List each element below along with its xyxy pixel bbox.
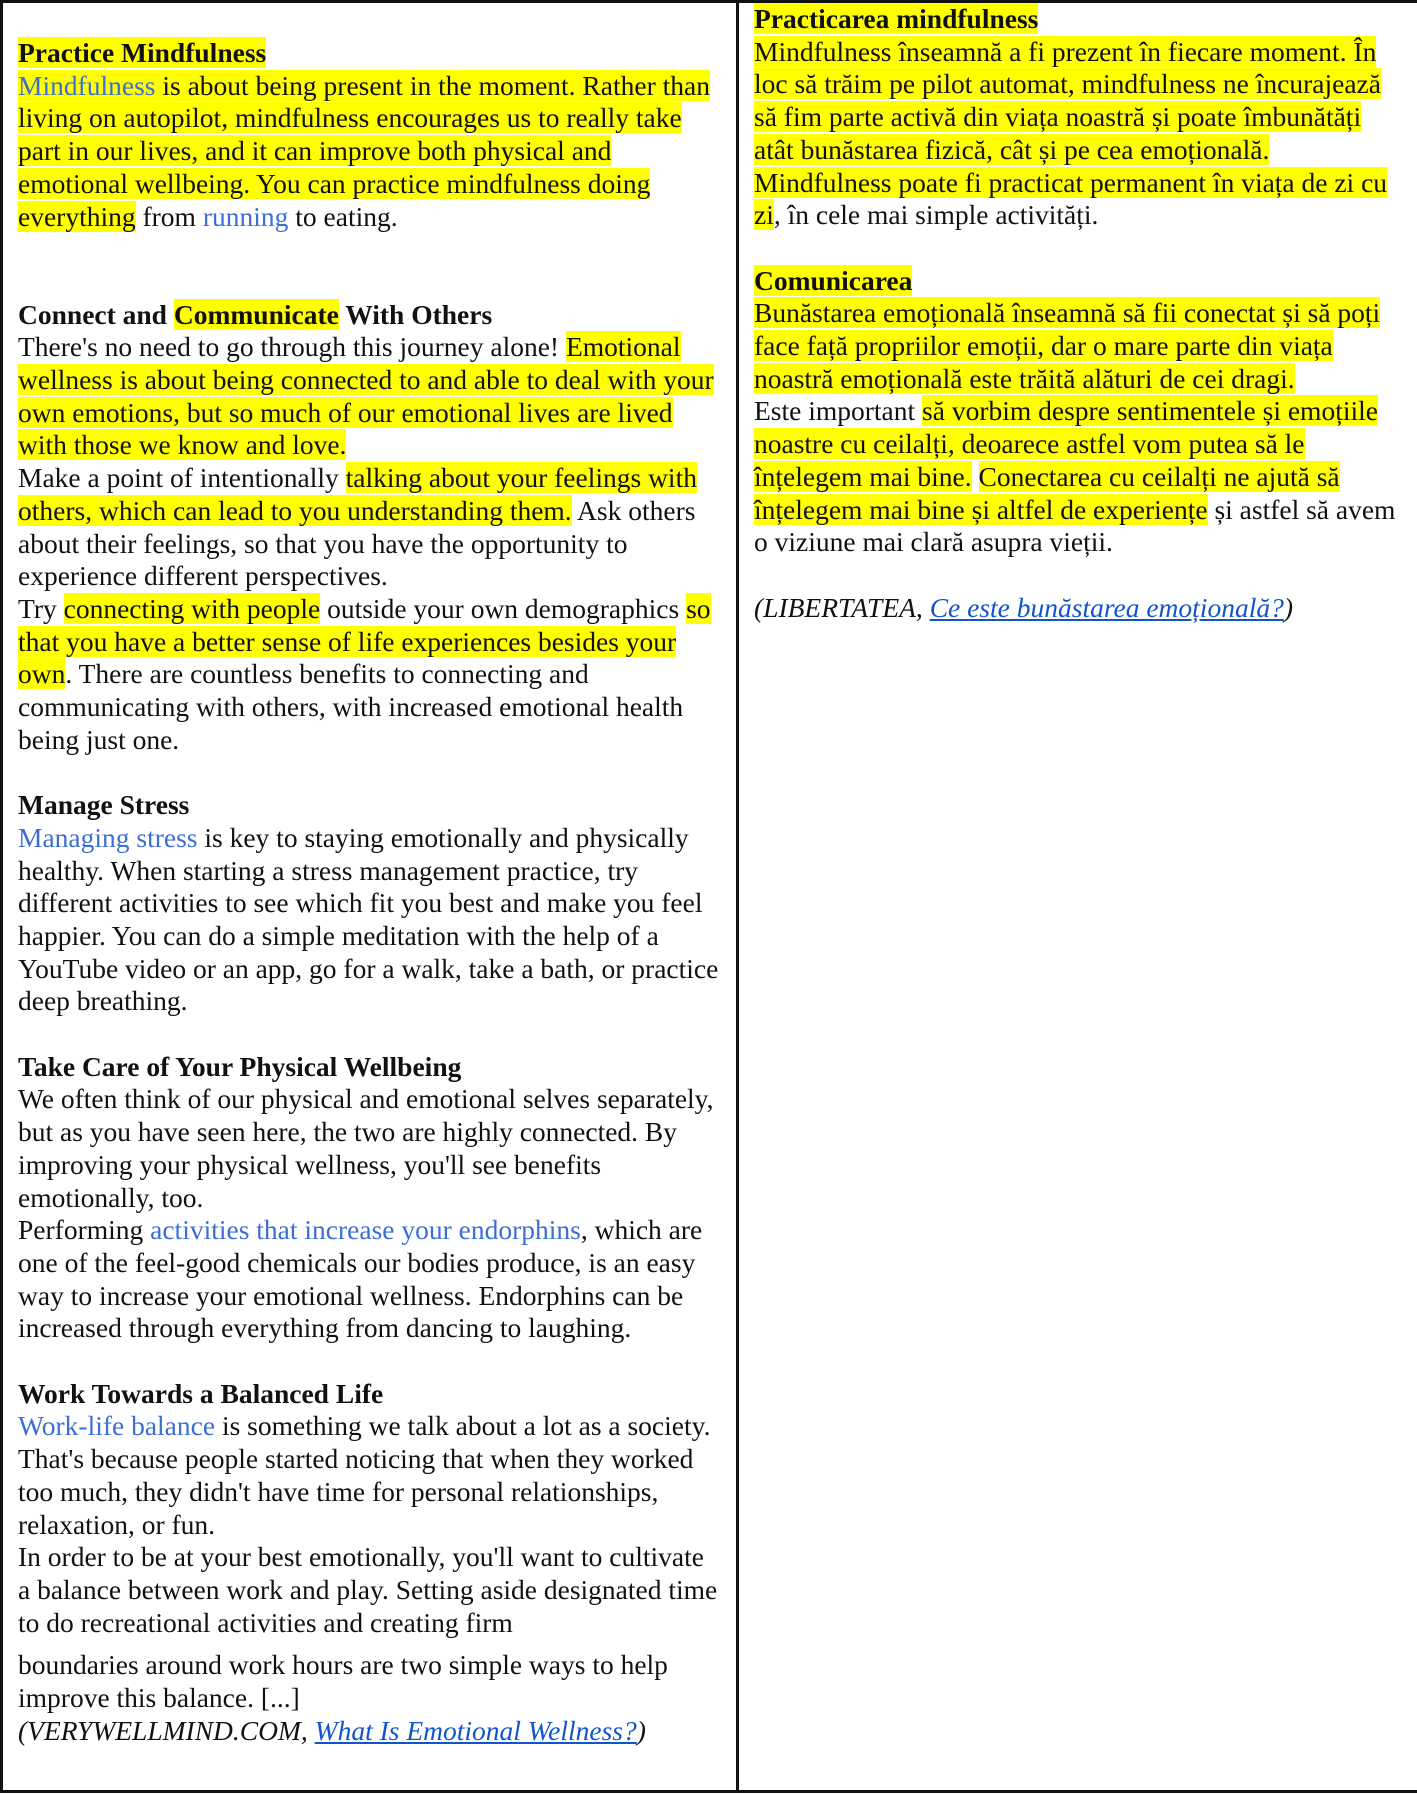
link-mindfulness[interactable]: Mindfulness xyxy=(18,69,156,101)
heading-balanced-life: Work Towards a Balanced Life xyxy=(18,1377,384,1409)
heading-connect-communicate: Connect and Communicate With Others xyxy=(18,298,493,330)
heading-physical-wellbeing: Take Care of Your Physical Wellbeing xyxy=(18,1050,462,1082)
paragraph-mindfulness-ro-2: Mindfulness poate fi practicat permanent în viața de zi cu zi, în cele mai simple activități. xyxy=(754,166,1388,231)
link-endorphins[interactable]: activities that increase your endorphins xyxy=(150,1214,581,1246)
heading-manage-stress: Manage Stress xyxy=(18,789,190,821)
paragraph-balance-1: Work-life balance is something we talk about a lot as a society. That's because people started noticing that when they worked too much, they didn't have time for personal relationships, relaxation, or fun. xyxy=(18,1410,711,1540)
paragraph-manage-stress: Managing stress is key to staying emotionally and physically healthy. When starting a stress management practice, try different activities to see which fit you best and make you feel happier. You can do a simple meditation with the help of a YouTube video or an app, go for a walk, take a bath, or practice deep breathing. xyxy=(18,821,719,1017)
source-citation-en: (VERYWELLMIND.COM, What Is Emotional Wellness?) xyxy=(18,1714,646,1746)
link-running[interactable]: running xyxy=(202,200,289,232)
paragraph-connect-2: Make a point of intentionally talking about your feelings with others, which can lead to you understanding them. Ask others about their feelings, so that you have the opportunity to experience different perspectives. xyxy=(18,462,697,592)
heading-practicarea-mindfulness: Practicarea mindfulness xyxy=(754,3,1039,34)
heading-comunicarea: Comunicarea xyxy=(754,264,913,296)
paragraph-comunicarea-2: Este important să vorbim despre sentimentele și emoțiile noastre cu ceilalți, deoarece astfel vom putea să le înțelegem mai bine. Conectarea cu ceilalți ne ajută să înțelegem mai bine și altfel de experiențe și astfel să avem o viziune mai clară asupra vieții. xyxy=(754,395,1396,558)
link-managing-stress[interactable]: Managing stress xyxy=(18,821,198,853)
paragraph-balance-2a: In order to be at your best emotionally, you'll want to cultivate a balance between work and play. Setting aside designated time to do recreational activities and creating firm xyxy=(18,1541,718,1638)
heading-practice-mindfulness: Practice Mindfulness xyxy=(18,37,267,68)
english-column xyxy=(2,2,738,1792)
paragraph-mindfulness-ro-1: Mindfulness înseamnă a fi prezent în fiecare moment. În loc să trăim pe pilot automat, mindfulness ne încurajează să fim parte activă din viața noastră și poate îmbunătăți atât bunăstarea fizică, cât și pe cea emoțională. xyxy=(754,35,1381,165)
paragraph-connect-1: There's no need to go through this journey alone! Emotional wellness is about being connected to and able to deal with your own emotions, but so much of our emotional lives are lived with those we know and love. xyxy=(18,331,714,461)
paragraph-physical-2: Performing activities that increase your endorphins, which are one of the feel-good chemicals our bodies produce, is an easy way to increase your emotional wellness. Endorphins can be increased through everything from dancing to laughing. xyxy=(18,1214,703,1344)
paragraph-connect-3: Try connecting with people outside your own demographics so that you have a better sense of life experiences besides your own. There are countless benefits to connecting and communicating with others, with increased emotional health being just one. xyxy=(18,592,711,755)
source-citation-ro: (LIBERTATEA, Ce este bunăstarea emoțională?) xyxy=(754,591,1294,623)
romanian-column xyxy=(738,2,1417,1792)
paragraph-comunicarea-1: Bunăstarea emoțională înseamnă să fii conectat și să poți face față propriilor emoții, dar o mare parte din viața noastră emoțională este trăită alături de cei dragi. xyxy=(754,297,1381,394)
paragraph-mindfulness: Mindfulness is about being present in the moment. Rather than living on autopilot, mindfulness encourages us to really take part in our lives, and it can improve both physical and emotional wellbeing. You can practice mindfulness doing everything from running to eating. xyxy=(18,69,710,232)
link-ce-este-bunastarea[interactable]: Ce este bunăstarea emoțională? xyxy=(929,591,1284,623)
link-what-is-emotional-wellness[interactable]: What Is Emotional Wellness? xyxy=(314,1714,637,1746)
paragraph-balance-2b: boundaries around work hours are two simple ways to help improve this balance. [...] xyxy=(18,1649,668,1714)
link-work-life-balance[interactable]: Work-life balance xyxy=(18,1410,216,1442)
paragraph-physical-1: We often think of our physical and emotional selves separately, but as you have seen here, the two are highly connected. By improving your physical wellness, you'll see benefits emotionally, too. xyxy=(18,1083,714,1213)
